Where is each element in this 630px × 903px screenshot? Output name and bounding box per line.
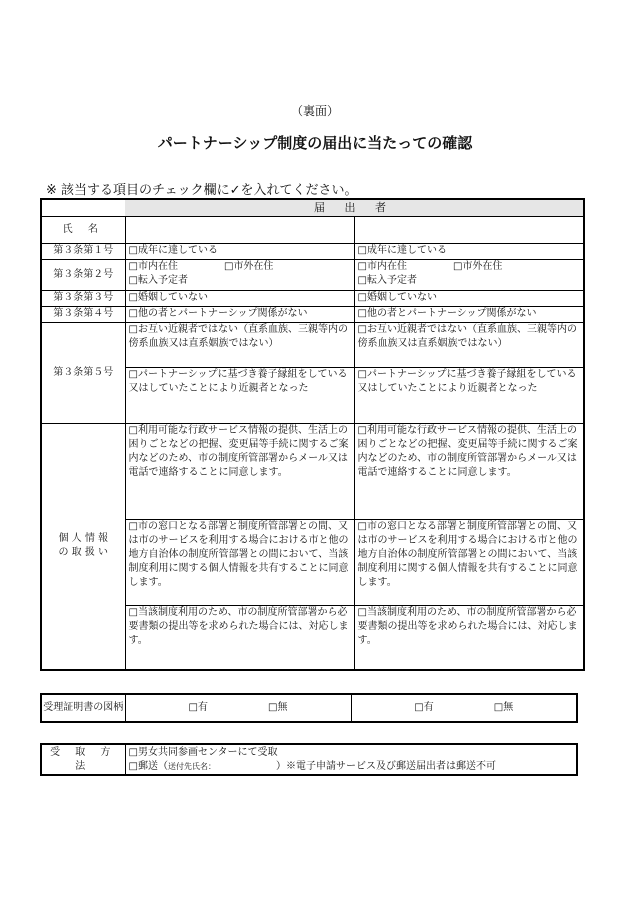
- instruction-note: ※ 該当する項目のチェック欄に✓を入れてください。: [46, 183, 358, 198]
- row-label-privacy: 個 人 情 報 の 取 扱 い: [41, 423, 125, 670]
- mail-name-label: 送付先氏名：: [167, 761, 216, 771]
- receipt-options: [125, 744, 577, 775]
- checkbox-not-relatives-1[interactable]: □お互い近親者ではない（直系血族、三親等内の傍系血族又は直系姻族ではない）: [126, 323, 354, 368]
- applicant-header: 届 出 者: [125, 199, 584, 216]
- checkbox-mail[interactable]: □郵送（: [128, 760, 168, 772]
- residence-options-1: [125, 259, 354, 290]
- checkbox-design-no-1[interactable]: □無: [268, 702, 288, 713]
- certificate-options-2: [351, 694, 577, 722]
- checkbox-in-city-2[interactable]: □市内在住: [357, 260, 407, 272]
- row-label-art3-4: 第３条第４号: [41, 306, 125, 322]
- checkbox-adult-2[interactable]: □成年に達している: [354, 243, 584, 259]
- checkbox-unmarried-1[interactable]: □婚姻していない: [125, 290, 354, 306]
- certificate-design-label: 受理証明書の図柄: [41, 694, 125, 722]
- checkbox-privacy-share-1[interactable]: □市の窓口となる部署と制度所管部署との間、又は市のサービスを利用する場合における市と他の地方自治体の制度所管部署との間において、当該制度利用に関する個人情報を共有することに同意します。: [126, 520, 354, 606]
- checkbox-privacy-documents-2[interactable]: □当該制度利用のため、市の制度所管部署から必要書類の提出等を求められた場合には、対応します。: [357, 606, 578, 646]
- page-title: パートナーシップ制度の届出に当たっての確認: [157, 134, 473, 152]
- checkbox-receive-at-center[interactable]: □男女共同参画センターにて受取: [128, 746, 278, 758]
- row-label-art3-1: 第３条第１号: [41, 243, 125, 259]
- checkbox-unmarried-2[interactable]: □婚姻していない: [354, 290, 584, 306]
- checkbox-in-city-1[interactable]: □市内在住: [128, 260, 178, 272]
- checkbox-no-other-partner-1[interactable]: □他の者とパートナーシップ関係がない: [125, 306, 354, 322]
- residence-options-2: [354, 259, 584, 290]
- checkbox-design-yes-2[interactable]: □有: [414, 702, 434, 713]
- checkbox-design-no-2[interactable]: □無: [493, 702, 514, 713]
- checkbox-privacy-documents-1[interactable]: □当該制度利用のため、市の制度所管部署から必要書類の提出等を求められた場合には、対応します。: [128, 606, 349, 646]
- checkbox-outside-city-2[interactable]: □市外在住: [452, 260, 503, 272]
- checkbox-adoption-relative-2[interactable]: □パートナーシップに基づき養子縁組をしている又はしていたことにより近親者となった: [357, 368, 577, 394]
- mail-note: ）※電子申請サービス及び郵送届出者は郵送不可: [275, 760, 496, 772]
- checkbox-not-relatives-2[interactable]: □お互い近親者ではない（直系血族、三親等内の傍系血族又は直系姻族ではない）: [355, 323, 584, 368]
- checkbox-privacy-share-2[interactable]: □市の窓口となる部署と制度所管部署との間、又は市のサービスを利用する場合における市と他の地方自治体の制度所管部署との間において、当該制度利用に関する個人情報を共有することに同意します。: [355, 520, 584, 606]
- checkbox-design-yes-1[interactable]: □有: [188, 702, 208, 713]
- checkbox-outside-city-1[interactable]: □市外在住: [223, 260, 274, 272]
- checkbox-privacy-contact-2[interactable]: □利用可能な行政サービス情報の提供、生活上の困りごとなどの把握、変更届等手続に関するご案内などのため、市の制度所管部署からメール又は電話で連絡することに同意します。: [355, 424, 584, 520]
- row-label-art3-5: 第３条第５号: [41, 322, 125, 423]
- row-label-art3-3: 第３条第３号: [41, 290, 125, 306]
- checkbox-no-other-partner-2[interactable]: □他の者とパートナーシップ関係がない: [354, 306, 584, 322]
- certificate-options-1: [125, 694, 351, 722]
- checkbox-moving-2[interactable]: □転入予定者: [357, 274, 417, 286]
- receipt-method-label: 受 取 方 法: [41, 744, 125, 775]
- header-blank-cell: [41, 199, 125, 216]
- checkbox-privacy-contact-1[interactable]: □利用可能な行政サービス情報の提供、生活上の困りごとなどの把握、変更届等手続に関するご案内などのため、市の制度所管部署からメール又は電話で連絡することに同意します。: [126, 424, 354, 520]
- name-field-1[interactable]: [125, 216, 354, 243]
- name-label: 氏 名: [41, 216, 125, 243]
- receipt-method-table: [40, 743, 578, 776]
- checkbox-adult-1[interactable]: □成年に達している: [125, 243, 354, 259]
- confirmation-table: [40, 198, 585, 671]
- checkbox-adoption-relative-1[interactable]: □パートナーシップに基づき養子縁組をしている又はしていたことにより近親者となった: [128, 368, 348, 394]
- row-label-art3-2: 第３条第２号: [41, 259, 125, 290]
- name-field-2[interactable]: [354, 216, 584, 243]
- reverse-side-label: （裏面）: [290, 104, 339, 118]
- certificate-design-table: [40, 693, 578, 723]
- checkbox-moving-1[interactable]: □転入予定者: [128, 274, 188, 286]
